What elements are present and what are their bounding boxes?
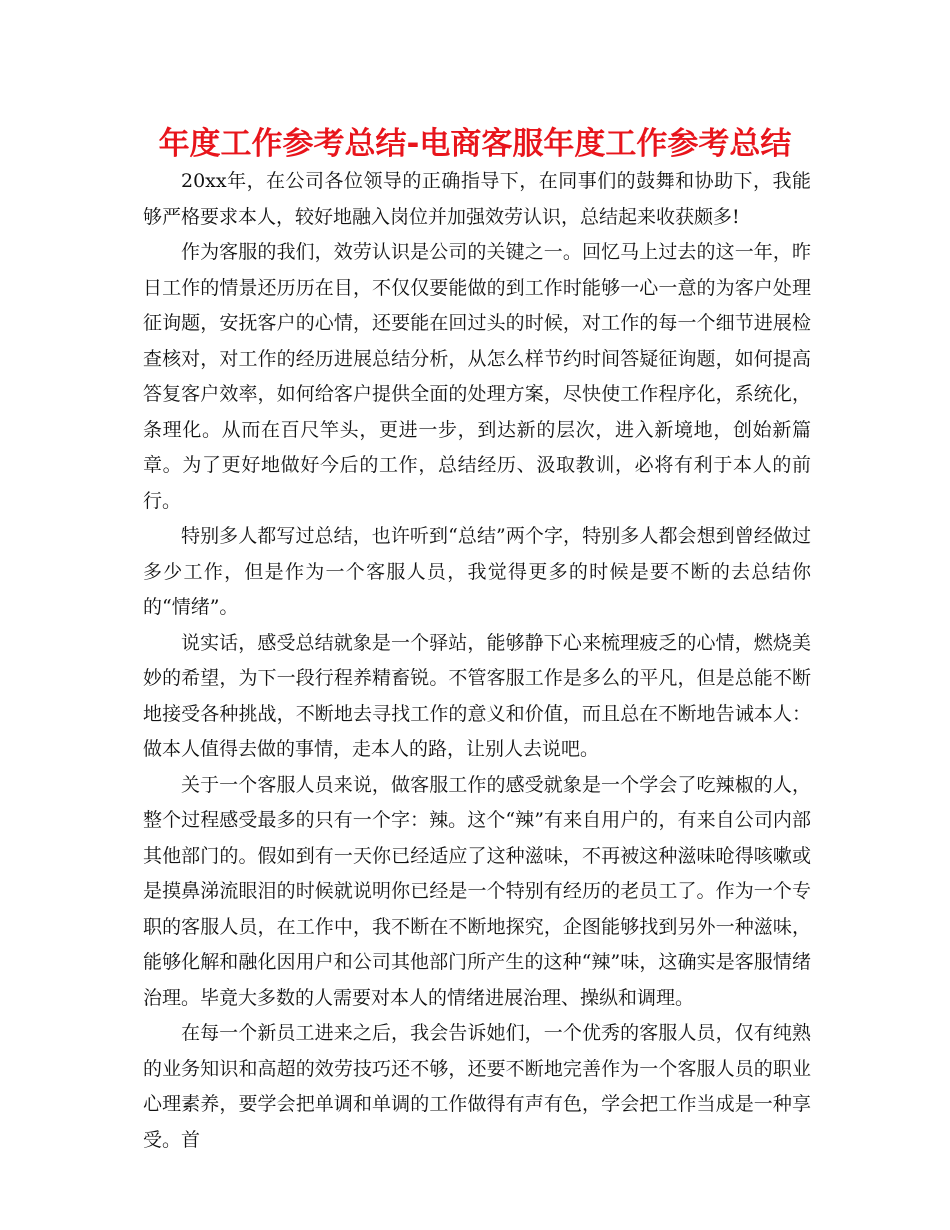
paragraph: 特别多人都写过总结，也许听到“总结”两个字，特别多人都会想到曾经做过多少工作，但是作为一个客服人员，我觉得更多的时候是要不断的去总结你的“情绪”。 [143,525,811,618]
paragraph: 关于一个客服人员来说，做客服工作的感受就象是一个学会了吃辣椒的人，整个过程感受最多的只有一个字：辣。这个“辣”有来自用户的，有来自公司内部其他部门的。假如到有一天你已经适应了这种滋味，不再被这种滋味呛得咳嗽或是摸鼻涕流眼泪的时候就说明你已经是一个特别有经历的老员工了。作为一个专职的客服人员，在工作中，我不断在不断地探究，企图能够找到另外一种滋味，能够化解和融化因用户和公司其他部门所产生的这种“辣”味，这确实是客服情绪治理。毕竟大多数的人需要对本人的情绪进展治理、操纵和调理。 [143,773,811,1009]
document-body [143,164,811,1158]
document-title: 年度工作参考总结-电商客服年度工作参考总结 [158,126,792,162]
paragraph: 在每一个新员工进来之后，我会告诉她们，一个优秀的客服人员，仅有纯熟的业务知识和高超的效劳技巧还不够，还要不断地完善作为一个客服人员的职业心理素养，要学会把单调和单调的工作做得有声有色，学会把工作当成是一种享受。首 [143,1022,811,1151]
paragraph: 20xx年，在公司各位领导的正确指导下，在同事们的鼓舞和协助下，我能够严格要求本人，较好地融入岗位并加强效劳认识，总结起来收获颇多! [143,170,811,228]
paragraph: 作为客服的我们，效劳认识是公司的关键之一。回忆马上过去的这一年，昨日工作的情景还历历在目，不仅仅要能做的到工作时能够一心一意的为客户处理征询题，安抚客户的心情，还要能在回过头的时候，对工作的每一个细节进展检查核对，对工作的经历进展总结分析，从怎么样节约时间答疑征询题，如何提高答复客户效率，如何给客户提供全面的处理方案，尽快使工作程序化，系统化，条理化。从而在百尺竿头，更进一步，到达新的层次，进入新境地，创始新篇章。为了更好地做好今后的工作，总结经历、汲取教训，必将有利于本人的前行。 [143,241,811,512]
paragraph: 说实话，感受总结就象是一个驿站，能够静下心来梳理疲乏的心情，燃烧美妙的希望，为下一段行程养精畜锐。不管客服工作是多么的平凡，但是总能不断地接受各种挑战，不断地去寻找工作的意义和价值，而且总在不断地告诫本人：做本人值得去做的事情，走本人的路，让别人去说吧。 [143,631,811,760]
